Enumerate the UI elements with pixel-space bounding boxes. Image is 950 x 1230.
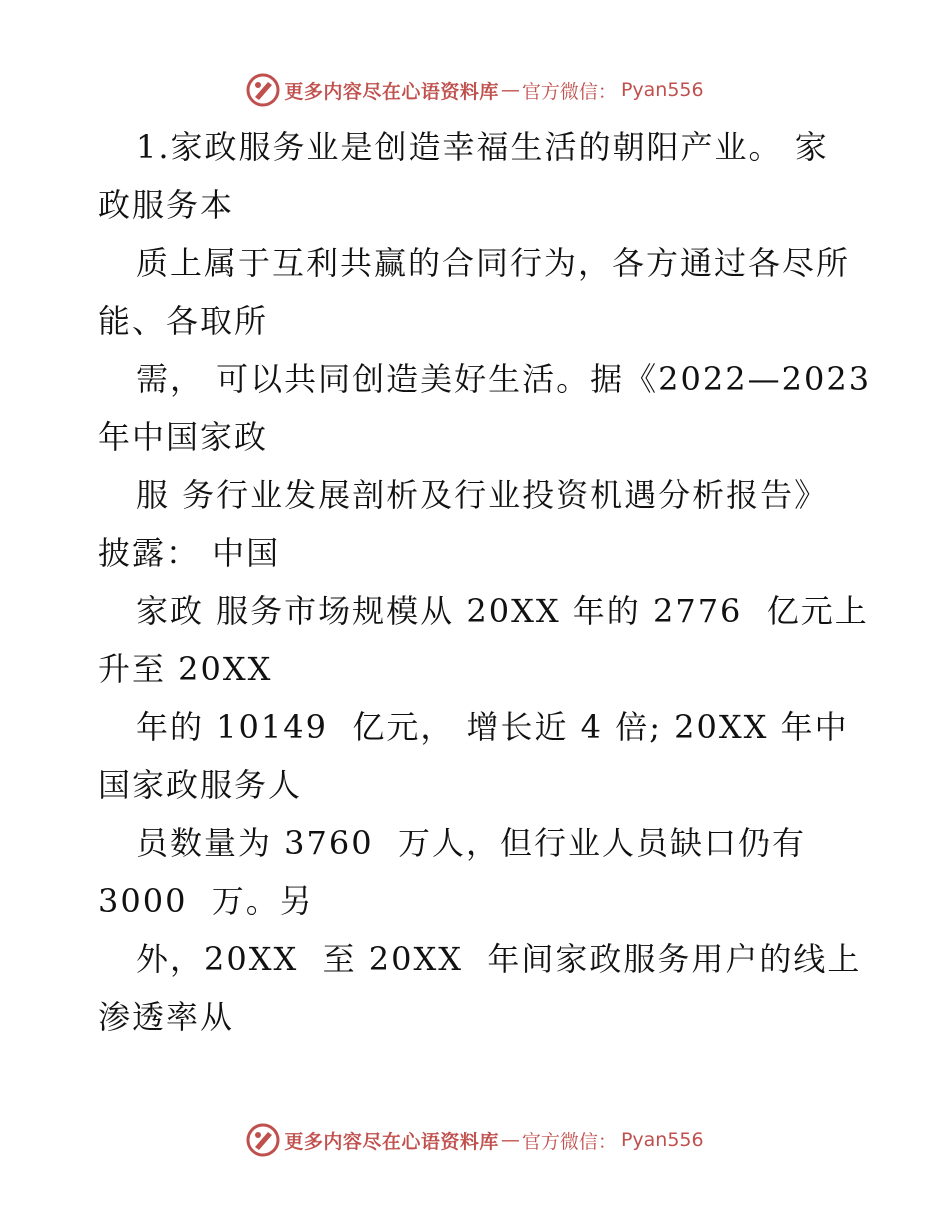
text-line: 质上属于互利共赢的合同行为，各方通过各尽所	[136, 244, 851, 282]
banner-main-text: 更多内容尽在心语资料库	[284, 80, 499, 103]
text-line: 1.家政服务业是创造幸福生活的朝阳产业。 家	[136, 128, 829, 166]
text-line: 需， 可以共同创造美好生活。据《2022—2023	[136, 360, 872, 398]
document-body	[98, 118, 872, 1046]
banner-main-text: 更多内容尽在心语资料库	[284, 1130, 499, 1153]
banner-wechat-label: 官方微信：	[521, 1130, 617, 1153]
pen-logo-icon	[246, 1123, 280, 1157]
footer-banner	[0, 1120, 950, 1160]
pen-logo-icon	[246, 73, 280, 107]
text-line: 政服务本	[98, 186, 235, 224]
text-line: 外，20XX 至 20XX 年间家政服务用户的线上	[136, 940, 862, 978]
text-line: 家政 服务市场规模从 20XX 年的 2776 亿元上	[136, 592, 869, 630]
text-line: 3000 万。另	[98, 882, 314, 920]
header-banner	[0, 70, 950, 110]
text-line: 年中国家政	[98, 418, 269, 456]
banner-dash: —	[500, 79, 520, 101]
text-line: 国家政服务人	[98, 766, 303, 804]
text-line: 年的 10149 亿元， 增长近 4 倍; 20XX 年中	[136, 708, 849, 746]
text-line: 员数量为 3760 万人，但行业人员缺口仍有	[136, 824, 806, 862]
text-line: 披露： 中国	[98, 534, 281, 572]
text-line: 渗透率从	[98, 998, 235, 1036]
banner-wechat-id: Pyan556	[620, 1129, 704, 1151]
text-line: 升至 20XX	[98, 650, 273, 688]
banner-wechat-label: 官方微信：	[521, 80, 617, 103]
banner-dash: —	[500, 1129, 520, 1151]
banner-wechat-id: Pyan556	[620, 79, 704, 101]
text-line: 能、各取所	[98, 302, 269, 340]
text-line: 服 务行业发展剖析及行业投资机遇分析报告》	[136, 476, 829, 514]
